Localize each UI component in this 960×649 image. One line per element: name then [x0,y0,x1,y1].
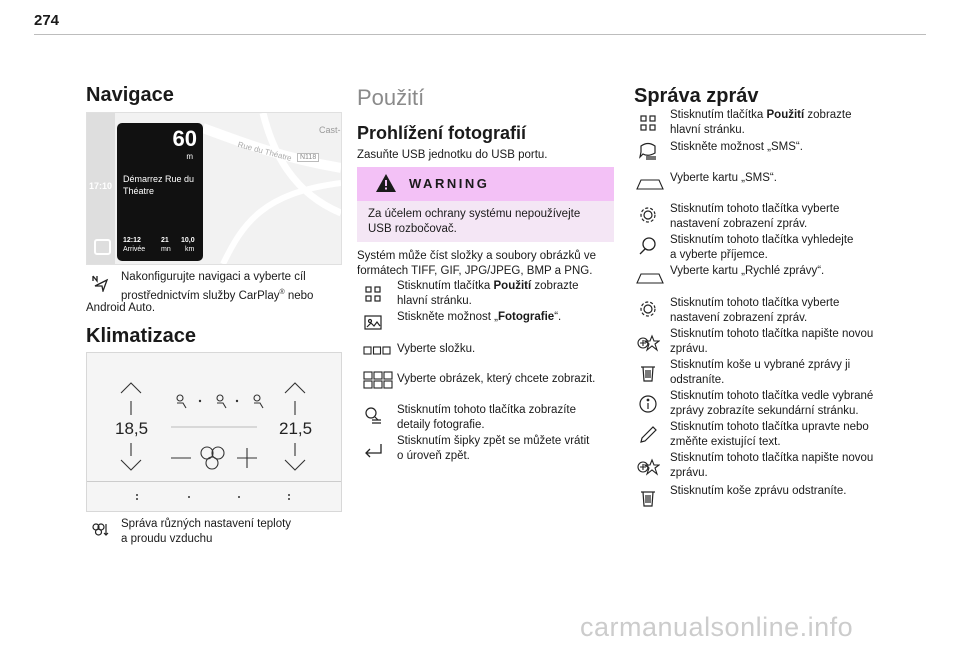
warning-text-line-2: USB rozbočovač. [368,223,457,235]
details-icon [363,406,383,426]
navigation-icon [90,272,110,292]
climate-heading: Klimatizace [86,325,197,347]
photo-step-6-line-2: o úroveň zpět. [397,450,470,462]
formats-line-1: Systém může číst složky a soubory obrázků ve [357,250,597,262]
temperature-left: 18,5 [115,419,149,438]
msg-step-3: Vyberte kartu „SMS“. [670,172,777,184]
warning-header [357,167,614,201]
climate-text-line-1: Správa různých nastavení teploty [121,518,292,530]
climate-text-line-2: a proudu vzduchu [121,533,213,545]
photo-step-2: Stiskněte možnost „Fotografie“. [397,311,562,323]
msg-step-11-line-1: Stisknutím tohoto tlačítka upravte nebo [670,421,869,433]
registered-mark: ® [279,289,285,296]
photo-step-6-line-1: Stisknutím šipky zpět se můžete vrátit [397,435,590,447]
street-name: Démarrez Rue du Théatre [123,174,195,196]
km-unit: km [185,246,195,253]
thumbnail-grid-icon [363,370,393,390]
msg-step-6: Vyberte kartu „Rychlé zprávy“. [670,265,825,277]
msg-step-9-line-1: Stisknutím koše u vybrané zprávy ji [670,359,851,371]
map-roads-icon [203,113,341,264]
messages-heading: Správa zpráv [634,85,759,107]
arrival-label: Arrivée [123,246,146,253]
msg-step-10-line-1: Stisknutím tohoto tlačítka vedle vybrané [670,390,874,402]
usb-intro: Zasuňte USB jednotku do USB portu. [357,149,548,161]
minutes-unit: mn [161,246,171,253]
distance-unit: m [186,152,193,161]
warning-box [357,167,614,242]
trash-icon [638,488,658,508]
watermark: carmanualsonline.info [580,612,854,642]
warning-text-line-1: Za účelem ochrany systému nepoužívejte [368,208,581,220]
settings-gear-icon [638,299,658,319]
sms-app-icon [638,141,658,161]
warning-triangle-icon [375,173,397,198]
navigation-screen [86,112,342,265]
folder-list-icon [363,341,391,361]
msg-step-10-line-2: zprávy zobrazíte sekundární stránku. [670,405,859,417]
msg-step-4-line-2: nastavení zobrazení zpráv. [670,218,808,230]
arrival-time: 12:12 [123,237,141,244]
navigation-heading: Navigace [86,84,174,106]
climate-icon [90,520,110,540]
top-rule [34,34,926,35]
new-message-icon [636,333,660,353]
climate-screen [86,352,342,512]
apps-grid-icon [638,113,658,133]
page-number: 274 [34,12,60,29]
photo-step-4: Vyberte obrázek, který chcete zobrazit. [397,373,596,385]
msg-step-12-line-1: Stisknutím tohoto tlačítka napište novou [670,452,874,464]
trash-icon [638,363,658,383]
msg-step-8-line-2: zprávu. [670,343,708,355]
nav-text-line-2: prostřednictvím služby CarPlay® nebo [121,289,314,302]
msg-step-13: Stisknutím koše zprávu odstraníte. [670,485,847,497]
edit-pencil-icon [638,425,658,445]
photo-step-3: Vyberte složku. [397,343,476,355]
apps-grid-icon [363,284,383,304]
nav-clock: 17:10 [89,181,113,191]
photo-step-5-line-1: Stisknutím tohoto tlačítka zobrazíte [397,404,576,416]
msg-step-1-line-2: hlavní stránku. [670,124,745,136]
msg-step-5-line-2: a vyberte příjemce. [670,249,768,261]
minutes-value: 21 [161,237,169,244]
nav-guidance-card [117,123,203,261]
msg-step-7-line-2: nastavení zobrazení zpráv. [670,312,808,324]
map-road-badge: N118 [297,153,319,162]
tab-icon [636,267,664,287]
msg-step-5-line-1: Stisknutím tohoto tlačítka vyhledejte [670,234,854,246]
usage-heading: Použití [357,85,425,110]
msg-step-2: Stiskněte možnost „SMS“. [670,141,803,153]
msg-step-4-line-1: Stisknutím tohoto tlačítka vyberte [670,203,840,215]
nav-text-line-3: Android Auto. [86,302,156,314]
info-icon [638,394,658,414]
msg-step-11-line-2: změňte existující text. [670,436,781,448]
nav-text-line-1: Nakonfigurujte navigaci a vyberte cíl [121,271,306,283]
search-icon [638,236,658,256]
warning-title: WARNING [409,176,490,191]
photo-step-1-line-1: Stisknutím tlačítka Použití zobrazte [397,280,579,292]
temperature-right: 21,5 [279,419,313,438]
msg-step-9-line-2: odstraníte. [670,374,725,386]
home-icon [94,239,111,255]
tab-icon [636,173,664,193]
km-value: 10,0 [181,237,195,244]
map-label-street: Rue du Théatre [236,139,293,164]
back-arrow-icon [363,440,383,460]
msg-step-1-line-1: Stisknutím tlačítka Použití zobrazte [670,109,852,121]
photo-app-icon [363,312,383,332]
settings-gear-icon [638,205,658,225]
photo-viewing-heading: Prohlížení fotografií [357,123,526,143]
photo-step-5-line-2: detaily fotografie. [397,419,485,431]
msg-step-12-line-2: zprávu. [670,467,708,479]
nav-side-panel [87,113,115,264]
new-message-icon [636,457,660,477]
distance-value: 60 [172,126,197,151]
photo-step-1-line-2: hlavní stránku. [397,295,472,307]
map-label-cast: Cast- [319,125,341,135]
msg-step-8-line-1: Stisknutím tohoto tlačítka napište novou [670,328,874,340]
formats-line-2: formátech TIFF, GIF, JPG/JPEG, BMP a PNG. [357,265,593,277]
msg-step-7-line-1: Stisknutím tohoto tlačítka vyberte [670,297,840,309]
